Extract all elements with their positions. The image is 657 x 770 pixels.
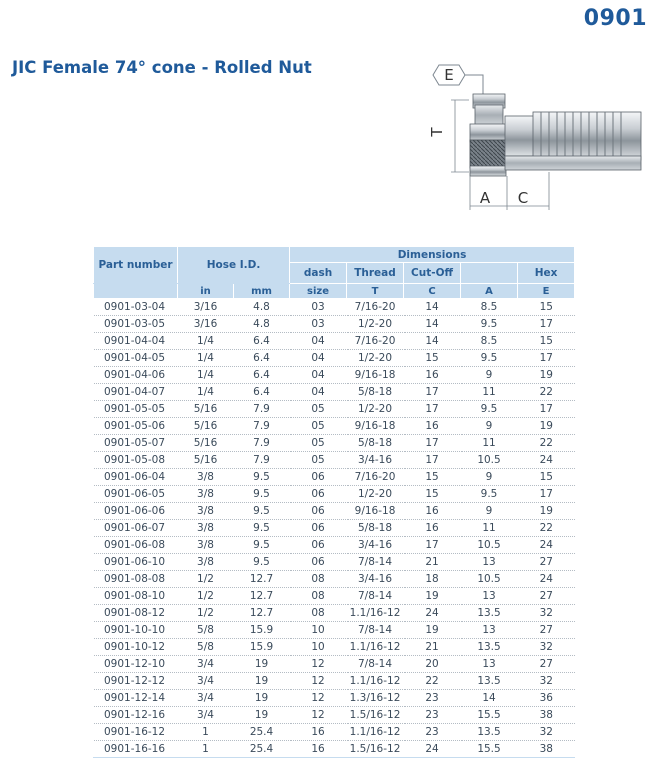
cell-hex-e: 15 — [518, 469, 575, 486]
cell-dash-size: 06 — [290, 503, 347, 520]
cell-part-number: 0901-04-05 — [94, 350, 178, 367]
cell-cutoff: 19 — [404, 622, 461, 639]
table-row — [94, 622, 575, 639]
dimensions-table — [93, 246, 575, 758]
unit-blank — [94, 284, 178, 299]
table-row — [94, 707, 575, 724]
cell-hose-mm: 19 — [234, 707, 290, 724]
cell-hose-mm: 9.5 — [234, 554, 290, 571]
cell-cutoff: 15 — [404, 486, 461, 503]
table-row — [94, 537, 575, 554]
page-title: JIC Female 74° cone - Rolled Nut — [12, 58, 312, 77]
table-row — [94, 452, 575, 469]
cell-part-number: 0901-12-14 — [94, 690, 178, 707]
cell-hex-e: 27 — [518, 622, 575, 639]
cell-thread: 1.1/16-12 — [347, 673, 404, 690]
cell-part-number: 0901-08-10 — [94, 588, 178, 605]
cell-thread: 7/8-14 — [347, 554, 404, 571]
cell-part-number: 0901-12-12 — [94, 673, 178, 690]
cell-part-number: 0901-06-04 — [94, 469, 178, 486]
cell-hose-mm: 9.5 — [234, 469, 290, 486]
cell-hose-mm: 15.9 — [234, 622, 290, 639]
cell-dash-size: 03 — [290, 299, 347, 316]
cell-dash-size: 12 — [290, 656, 347, 673]
cell-hose-in: 1/2 — [178, 605, 234, 622]
cell-hose-in: 3/4 — [178, 673, 234, 690]
table-row — [94, 554, 575, 571]
cell-dim-a: 11 — [461, 520, 518, 537]
cell-dash-size: 05 — [290, 418, 347, 435]
cell-hex-e: 38 — [518, 741, 575, 758]
cell-thread: 9/16-18 — [347, 367, 404, 384]
cell-dim-a: 9 — [461, 503, 518, 520]
cell-part-number: 0901-16-16 — [94, 741, 178, 758]
cell-hose-in: 3/16 — [178, 316, 234, 333]
cell-hex-e: 32 — [518, 724, 575, 741]
cell-hose-mm: 7.9 — [234, 418, 290, 435]
cell-hex-e: 22 — [518, 520, 575, 537]
unit-a: A — [461, 284, 518, 299]
cell-hex-e: 38 — [518, 707, 575, 724]
cell-dim-a: 9 — [461, 418, 518, 435]
cell-cutoff: 21 — [404, 554, 461, 571]
cell-hose-mm: 9.5 — [234, 520, 290, 537]
table-row — [94, 656, 575, 673]
cell-dim-a: 13.5 — [461, 724, 518, 741]
cell-hose-in: 1/2 — [178, 571, 234, 588]
cell-cutoff: 20 — [404, 656, 461, 673]
cell-cutoff: 15 — [404, 469, 461, 486]
cell-hose-mm: 7.9 — [234, 452, 290, 469]
table-row — [94, 316, 575, 333]
table-row — [94, 503, 575, 520]
cell-dash-size: 06 — [290, 486, 347, 503]
cell-hose-in: 3/8 — [178, 503, 234, 520]
cell-cutoff: 19 — [404, 588, 461, 605]
table-row — [94, 367, 575, 384]
table-row — [94, 741, 575, 758]
cell-dash-size: 04 — [290, 350, 347, 367]
cell-part-number: 0901-12-16 — [94, 707, 178, 724]
cell-part-number: 0901-04-07 — [94, 384, 178, 401]
cell-dash-size: 08 — [290, 605, 347, 622]
cell-cutoff: 21 — [404, 639, 461, 656]
cell-hose-in: 3/4 — [178, 707, 234, 724]
cell-hose-in: 1/4 — [178, 367, 234, 384]
cell-thread: 7/8-14 — [347, 622, 404, 639]
table-row — [94, 520, 575, 537]
cell-hose-in: 3/8 — [178, 537, 234, 554]
cell-cutoff: 17 — [404, 401, 461, 418]
cell-hex-e: 19 — [518, 367, 575, 384]
cell-part-number: 0901-03-05 — [94, 316, 178, 333]
cell-dim-a: 13.5 — [461, 639, 518, 656]
cell-hex-e: 24 — [518, 571, 575, 588]
cell-part-number: 0901-08-12 — [94, 605, 178, 622]
cell-hose-in: 5/16 — [178, 452, 234, 469]
cell-part-number: 0901-06-10 — [94, 554, 178, 571]
cell-hose-in: 5/8 — [178, 622, 234, 639]
cell-dash-size: 12 — [290, 690, 347, 707]
product-code: 0901 — [583, 6, 647, 31]
cell-dim-a: 11 — [461, 384, 518, 401]
cell-dash-size: 10 — [290, 639, 347, 656]
cell-cutoff: 17 — [404, 435, 461, 452]
cell-dash-size: 05 — [290, 452, 347, 469]
cell-hose-mm: 25.4 — [234, 724, 290, 741]
cell-cutoff: 23 — [404, 724, 461, 741]
cell-part-number: 0901-10-12 — [94, 639, 178, 656]
unit-in: in — [178, 284, 234, 299]
cell-part-number: 0901-06-07 — [94, 520, 178, 537]
cell-hex-e: 36 — [518, 690, 575, 707]
cell-hose-in: 5/16 — [178, 418, 234, 435]
cell-hose-mm: 12.7 — [234, 605, 290, 622]
cell-dash-size: 08 — [290, 588, 347, 605]
unit-t: T — [347, 284, 404, 299]
col-a — [461, 263, 518, 284]
cell-hose-mm: 7.9 — [234, 435, 290, 452]
cell-hex-e: 17 — [518, 316, 575, 333]
cell-thread: 5/8-18 — [347, 384, 404, 401]
cell-thread: 3/4-16 — [347, 452, 404, 469]
table-row — [94, 605, 575, 622]
cell-part-number: 0901-04-04 — [94, 333, 178, 350]
cell-dim-a: 9 — [461, 367, 518, 384]
cell-dash-size: 04 — [290, 333, 347, 350]
cell-hose-in: 1 — [178, 741, 234, 758]
cell-dash-size: 04 — [290, 384, 347, 401]
fitting-drawing — [425, 60, 650, 216]
cell-hose-mm: 7.9 — [234, 401, 290, 418]
table-row — [94, 690, 575, 707]
col-hex: Hex — [518, 263, 575, 284]
cell-hex-e: 27 — [518, 656, 575, 673]
cell-hose-in: 3/16 — [178, 299, 234, 316]
cell-hose-mm: 4.8 — [234, 299, 290, 316]
cell-dim-a: 13 — [461, 588, 518, 605]
cell-hex-e: 24 — [518, 537, 575, 554]
cell-dim-a: 13 — [461, 554, 518, 571]
cell-dash-size: 06 — [290, 469, 347, 486]
nut-shape — [470, 94, 506, 176]
cell-cutoff: 15 — [404, 350, 461, 367]
cell-part-number: 0901-10-10 — [94, 622, 178, 639]
cell-cutoff: 16 — [404, 520, 461, 537]
cell-hose-in: 1/4 — [178, 350, 234, 367]
cell-hose-mm: 19 — [234, 690, 290, 707]
cell-hex-e: 19 — [518, 418, 575, 435]
cell-dim-a: 8.5 — [461, 333, 518, 350]
cell-thread: 7/8-14 — [347, 656, 404, 673]
table-row — [94, 588, 575, 605]
cell-dim-a: 11 — [461, 435, 518, 452]
cell-dash-size: 06 — [290, 520, 347, 537]
cell-cutoff: 23 — [404, 707, 461, 724]
cell-cutoff: 22 — [404, 673, 461, 690]
cell-part-number: 0901-16-12 — [94, 724, 178, 741]
cell-dim-a: 13 — [461, 622, 518, 639]
cell-hose-in: 5/16 — [178, 401, 234, 418]
table-row — [94, 435, 575, 452]
dimension-t — [451, 100, 469, 172]
cell-thread: 7/8-14 — [347, 588, 404, 605]
table-row — [94, 418, 575, 435]
cell-cutoff: 16 — [404, 367, 461, 384]
cell-hose-in: 3/8 — [178, 486, 234, 503]
cell-thread: 9/16-18 — [347, 418, 404, 435]
cell-thread: 1/2-20 — [347, 316, 404, 333]
cell-hose-in: 3/4 — [178, 656, 234, 673]
col-part-number: Part number — [94, 247, 178, 284]
cell-hose-in: 5/16 — [178, 435, 234, 452]
cell-hose-mm: 6.4 — [234, 367, 290, 384]
cell-cutoff: 14 — [404, 299, 461, 316]
cell-thread: 1/2-20 — [347, 401, 404, 418]
cell-thread: 1/2-20 — [347, 350, 404, 367]
cell-hex-e: 15 — [518, 299, 575, 316]
cell-dim-a: 13.5 — [461, 605, 518, 622]
cell-dim-a: 9.5 — [461, 350, 518, 367]
cell-hose-mm: 6.4 — [234, 384, 290, 401]
cell-part-number: 0901-12-10 — [94, 656, 178, 673]
cell-hose-in: 1/4 — [178, 384, 234, 401]
table-row — [94, 673, 575, 690]
cell-hose-mm: 6.4 — [234, 350, 290, 367]
unit-e: E — [518, 284, 575, 299]
cell-dash-size: 04 — [290, 367, 347, 384]
cell-hose-mm: 6.4 — [234, 333, 290, 350]
cell-hose-mm: 9.5 — [234, 486, 290, 503]
stem-shape — [505, 112, 641, 170]
table-row — [94, 724, 575, 741]
table-row — [94, 401, 575, 418]
cell-thread: 5/8-18 — [347, 435, 404, 452]
cell-hose-in: 1 — [178, 724, 234, 741]
cell-part-number: 0901-06-08 — [94, 537, 178, 554]
cell-dim-a: 13 — [461, 656, 518, 673]
cell-dash-size: 05 — [290, 401, 347, 418]
cell-hex-e: 17 — [518, 401, 575, 418]
unit-c: C — [404, 284, 461, 299]
cell-hose-in: 3/8 — [178, 554, 234, 571]
table-row — [94, 384, 575, 401]
cell-thread: 7/16-20 — [347, 333, 404, 350]
cell-hose-mm: 9.5 — [234, 503, 290, 520]
table-row — [94, 350, 575, 367]
cell-dash-size: 16 — [290, 724, 347, 741]
cell-thread: 5/8-18 — [347, 520, 404, 537]
cell-part-number: 0901-05-08 — [94, 452, 178, 469]
cell-hose-in: 1/4 — [178, 333, 234, 350]
cell-dash-size: 03 — [290, 316, 347, 333]
cell-hose-mm: 12.7 — [234, 571, 290, 588]
unit-size: size — [290, 284, 347, 299]
cell-cutoff: 24 — [404, 605, 461, 622]
col-hose-id: Hose I.D. — [178, 247, 290, 284]
cell-part-number: 0901-05-05 — [94, 401, 178, 418]
cell-dim-a: 15.5 — [461, 741, 518, 758]
cell-dash-size: 12 — [290, 673, 347, 690]
cell-hex-e: 32 — [518, 639, 575, 656]
cell-hose-mm: 4.8 — [234, 316, 290, 333]
cell-thread: 9/16-18 — [347, 503, 404, 520]
cell-cutoff: 16 — [404, 418, 461, 435]
label-c: C — [517, 189, 529, 207]
label-t: T — [428, 127, 446, 137]
table-row — [94, 299, 575, 316]
cell-hose-in: 3/8 — [178, 520, 234, 537]
cell-dim-a: 9.5 — [461, 401, 518, 418]
cell-hose-mm: 19 — [234, 656, 290, 673]
label-e: E — [444, 66, 454, 84]
cell-hose-mm: 12.7 — [234, 588, 290, 605]
cell-part-number: 0901-05-06 — [94, 418, 178, 435]
cell-thread: 1.1/16-12 — [347, 724, 404, 741]
cell-part-number: 0901-05-07 — [94, 435, 178, 452]
cell-cutoff: 24 — [404, 741, 461, 758]
cell-dim-a: 10.5 — [461, 571, 518, 588]
cell-hose-in: 5/8 — [178, 639, 234, 656]
cell-thread: 7/16-20 — [347, 469, 404, 486]
cell-part-number: 0901-06-05 — [94, 486, 178, 503]
cell-hose-in: 3/4 — [178, 690, 234, 707]
cell-hex-e: 24 — [518, 452, 575, 469]
table-row — [94, 486, 575, 503]
table-row — [94, 571, 575, 588]
table-body — [94, 299, 575, 758]
cell-cutoff: 17 — [404, 452, 461, 469]
col-cutoff: Cut-Off — [404, 263, 461, 284]
cell-thread: 1.3/16-12 — [347, 690, 404, 707]
cell-cutoff: 14 — [404, 333, 461, 350]
cell-hex-e: 32 — [518, 673, 575, 690]
cell-dash-size: 16 — [290, 741, 347, 758]
cell-thread: 3/4-16 — [347, 537, 404, 554]
cell-dim-a: 9.5 — [461, 486, 518, 503]
cell-hex-e: 22 — [518, 435, 575, 452]
cell-cutoff: 17 — [404, 537, 461, 554]
col-thread: Thread — [347, 263, 404, 284]
cell-dim-a: 10.5 — [461, 537, 518, 554]
cell-hex-e: 27 — [518, 588, 575, 605]
cell-hose-mm: 15.9 — [234, 639, 290, 656]
cell-dim-a: 10.5 — [461, 452, 518, 469]
col-dimensions: Dimensions — [290, 247, 575, 263]
cell-dim-a: 9 — [461, 469, 518, 486]
cell-hex-e: 27 — [518, 554, 575, 571]
cell-thread: 1.5/16-12 — [347, 707, 404, 724]
cell-thread: 1.5/16-12 — [347, 741, 404, 758]
cell-thread: 1.1/16-12 — [347, 605, 404, 622]
dimensions-table-container — [93, 246, 574, 758]
cell-dim-a: 8.5 — [461, 299, 518, 316]
cell-hex-e: 17 — [518, 350, 575, 367]
cell-part-number: 0901-06-06 — [94, 503, 178, 520]
cell-dash-size: 06 — [290, 554, 347, 571]
cell-cutoff: 16 — [404, 503, 461, 520]
cell-hose-in: 1/2 — [178, 588, 234, 605]
cell-dim-a: 15.5 — [461, 707, 518, 724]
cell-dash-size: 06 — [290, 537, 347, 554]
cell-dim-a: 13.5 — [461, 673, 518, 690]
unit-mm: mm — [234, 284, 290, 299]
cell-hose-mm: 19 — [234, 673, 290, 690]
cell-hose-mm: 25.4 — [234, 741, 290, 758]
hex-callout — [433, 65, 483, 95]
cell-dash-size: 08 — [290, 571, 347, 588]
cell-dash-size: 10 — [290, 622, 347, 639]
cell-dim-a: 9.5 — [461, 316, 518, 333]
table-row — [94, 469, 575, 486]
cell-part-number: 0901-03-04 — [94, 299, 178, 316]
cell-hex-e: 15 — [518, 333, 575, 350]
cell-cutoff: 18 — [404, 571, 461, 588]
cell-part-number: 0901-08-08 — [94, 571, 178, 588]
label-a: A — [479, 189, 491, 207]
cell-cutoff: 17 — [404, 384, 461, 401]
cell-hose-in: 3/8 — [178, 469, 234, 486]
cell-part-number: 0901-04-06 — [94, 367, 178, 384]
cell-hose-mm: 9.5 — [234, 537, 290, 554]
cell-cutoff: 14 — [404, 316, 461, 333]
cell-thread: 1/2-20 — [347, 486, 404, 503]
cell-dash-size: 05 — [290, 435, 347, 452]
cell-dash-size: 12 — [290, 707, 347, 724]
col-dash: dash — [290, 263, 347, 284]
cell-hex-e: 17 — [518, 486, 575, 503]
cell-thread: 3/4-16 — [347, 571, 404, 588]
table-row — [94, 333, 575, 350]
cell-thread: 1.1/16-12 — [347, 639, 404, 656]
table-row — [94, 639, 575, 656]
cell-hex-e: 19 — [518, 503, 575, 520]
cell-hex-e: 22 — [518, 384, 575, 401]
cell-thread: 7/16-20 — [347, 299, 404, 316]
cell-hex-e: 32 — [518, 605, 575, 622]
cell-cutoff: 23 — [404, 690, 461, 707]
cell-dim-a: 14 — [461, 690, 518, 707]
